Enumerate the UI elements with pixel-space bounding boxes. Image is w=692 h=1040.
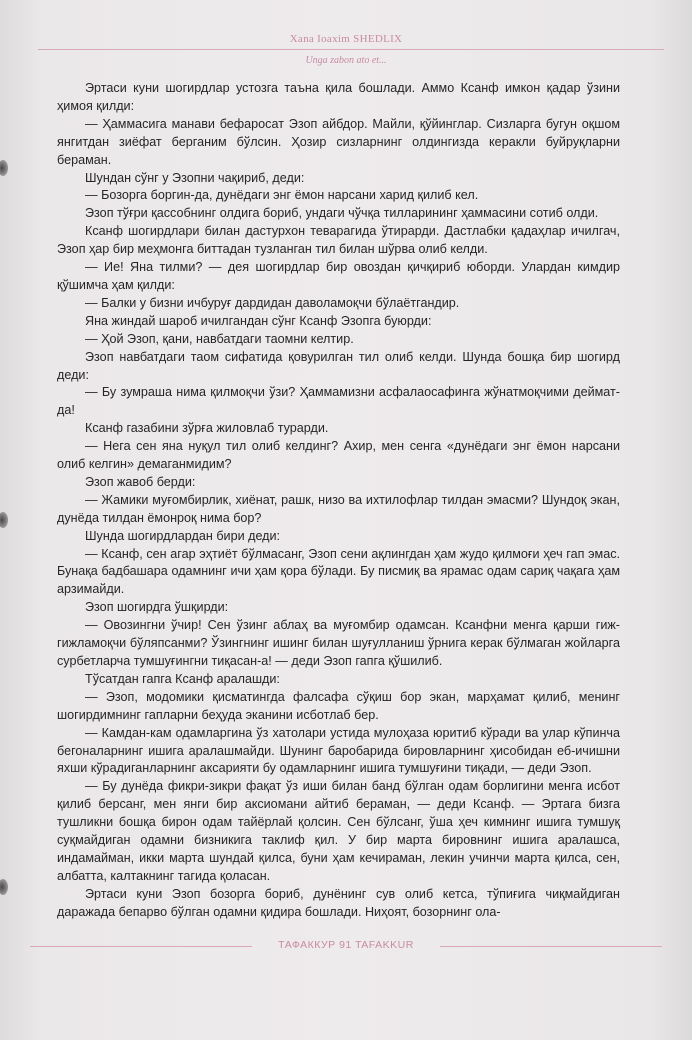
body-text <box>57 80 620 922</box>
paragraph: Эзоп тўғри қассобнинг олдига бориб, ундаги чўчқа тилларининг ҳаммасини сотиб олди. <box>85 206 599 221</box>
paragraph: — Нега сен яна нуқул тил олиб келдинг? Ахир, мен сенга «дунёдаги энг ёмон нарсани олиб келгин» демаганмидим? <box>57 439 620 472</box>
page-footer <box>30 939 662 953</box>
paragraph: Эртаси куни шогирдлар устозга таъна қила бошлади. Аммо Ксанф имкон қадар ўзини ҳимоя қилди: <box>57 81 620 113</box>
running-head-subtitle: Unga zabon ato et... <box>305 55 387 66</box>
paragraph: Яна жиндай шароб ичилгандан сўнг Ксанф Эзопга буюрди: <box>85 313 432 328</box>
footer-label: ТАФАККУР 91 TAFAKKUR <box>278 939 414 951</box>
paragraph: — Овозингни ўчир! Сен ўзинг аблаҳ ва муғомбир одамсан. Ксанфни менга қарши гиж-гижламоқчи бўляпсанми? Ўзингнинг ишинг билан шуғулланиш ўрнига керак бўлмаган жойларга сурбетларча тумшуғингни тиқасан-а! — деди Эзоп гапга қўшилиб. <box>57 618 620 668</box>
paragraph: — Бу зумраша нима қилмоқчи ўзи? Ҳаммамизни асфалаосафинга жўнатмоқчими деймат-да! <box>57 385 620 418</box>
footer-rule-right <box>440 946 662 947</box>
paragraph: Эзоп шогирдга ўшқирди: <box>85 600 229 615</box>
paragraph: Тўсатдан гапга Ксанф аралашди: <box>85 671 280 686</box>
running-head-author: Xana Ioaxim SHEDLIX <box>289 33 403 45</box>
paragraph: Ксанф газабини зўрға жиловлаб турарди. <box>85 421 329 436</box>
paragraph: — Жамики муғомбирлик, хиёнат, рашк, низо ва ихтилофлар тилдан эмасми? Шундоқ экан, дунёда тилдан ёмонроқ нима бор? <box>57 492 620 525</box>
binder-hole <box>0 512 8 528</box>
paragraph: — Бу дунёда фикри-зикри фақат ўз иши билан банд бўлган одам борлигини менга исбот қилиб берсанг, мен янги бир аксиомани айтиб бераман, — деди Ксанф. — Эртага бизга тушликни бошқа бирон одам тайёрлай қолсин. Сен бўлсанг, ўша ҳеч кимнинг ишига тумшуқ суқмайдиган одамни бизникига таклиф қил. У бир марта бировнинг ишига аралашса, индамайман, икки марта шундай қилса, буни ҳам кечираман, лекин учинчи марта қилса, сен, албатта, калтакнинг тагида қоласан. <box>57 779 620 883</box>
paragraph: — Ие! Яна тилми? — дея шогирдлар бир овоздан қичқириб юборди. Улардан кимдир қўшимча ҳам қилди: <box>57 260 620 292</box>
paragraph: — Камдан-кам одамларгина ўз хатолари устида мулоҳаза юритиб кўради ва улар кўпинча бегоналарнинг ишига аралашмайди. Шунинг баробарида бировларнинг ҳисобидан еб-ичишни яхши кўрадиганларнинг аксарияти бу одамларнинг ишига тумшуғини тиқади, — деди Эзоп. <box>57 725 620 776</box>
paragraph: — Эзоп, модомики қисматингда фалсафа сўқиш бор экан, марҳамат қилиб, менинг шогирдимнинг гапларни беҳуда эканини исботлаб бер. <box>57 689 620 722</box>
paragraph: Шунда шогирдлардан бири деди: <box>85 528 281 543</box>
paragraph: — Бозорга боргин-да, дунёдаги энг ёмон нарсани харид қилиб кел. <box>85 188 479 203</box>
paragraph: Эзоп навбатдаги таом сифатида қовурилган тил олиб келди. Шунда бошқа бир шогирд деди: <box>57 349 620 382</box>
binder-hole <box>0 879 8 895</box>
paragraph: Шундан сўнг у Эзопни чақириб, деди: <box>85 170 305 185</box>
paragraph: Эзоп жавоб берди: <box>85 474 196 489</box>
paragraph: — Ҳой Эзоп, қани, навбатдаги таомни келтир. <box>85 331 354 346</box>
paragraph: — Ксанф, сен агар эҳтиёт бўлмасанг, Эзоп сени ақлингдан ҳам жудо қилмоғи ҳеч гап эмас. Бунақа бадбашара одамнинг ичи ҳам қора бўлади. Бу писмиқ ва ярамас одам сариқ чақага ҳам арзимайди. <box>57 546 620 597</box>
binder-hole <box>0 160 8 176</box>
paragraph: — Балки у бизни ичбуруғ дардидан даволамоқчи бўлаётгандир. <box>85 295 460 310</box>
header-rule <box>38 49 664 50</box>
paragraph: — Ҳаммасига манави бефаросат Эзоп айбдор. Майли, қўйинглар. Сизларга бугун оқшом янгитдан зиёфат берганим бўлсин. Ҳозир сизларнинг олдингизда керакли буйруқларни бераман. <box>57 116 620 167</box>
paragraph: Эртаси куни Эзоп бозорга бориб, дунёнинг сув олиб кетса, тўпиғига чиқмайдиган даражада бепарво бўлган одамни қидира бошлади. Ниҳоят, бозорнинг ола- <box>57 886 620 919</box>
paragraph: Ксанф шогирдлари билан дастурхон теварагида ўтирарди. Дастлабки қадаҳлар ичилгач, Эзоп ҳар бир меҳмонга биттадан тузланган тил билан шўрва олиб келди. <box>57 224 620 257</box>
